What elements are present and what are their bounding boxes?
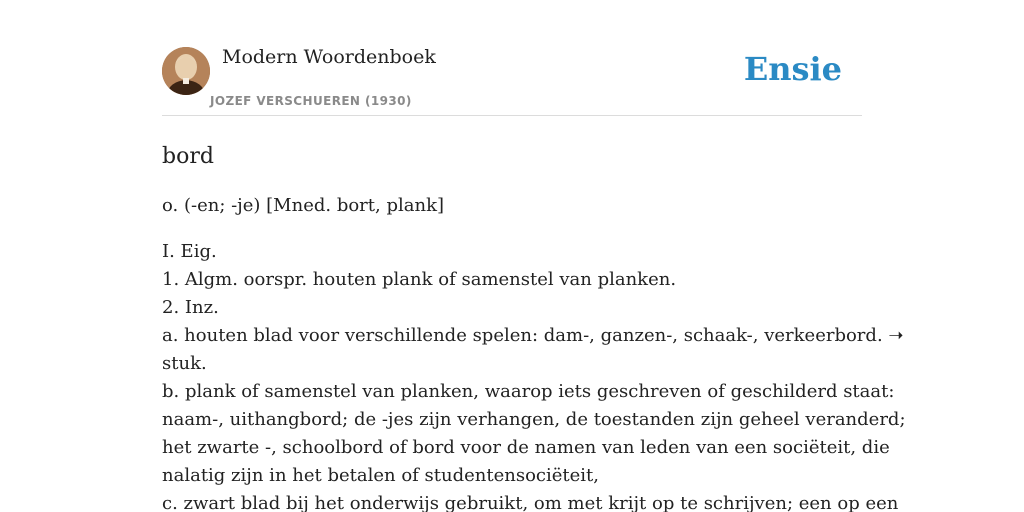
definition-line: I. Eig.	[162, 241, 217, 262]
entry-definition	[162, 238, 906, 512]
author-portrait-icon	[162, 47, 210, 95]
page	[162, 0, 906, 512]
book-title[interactable]: Modern Woordenboek	[222, 46, 436, 68]
entry-grammar: o. (-en; -je) [Mned. bort, plank]	[162, 195, 444, 216]
definition-line: nalatig zijn in het betalen of studentensociëteit,	[162, 465, 600, 486]
definition-line: c. zwart blad bij het onderwijs gebruikt, om met krijt op te schrijven; een op een	[162, 493, 899, 512]
definition-line: stuk.	[162, 353, 207, 374]
definition-line: 1. Algm. oorspr. houten plank of samenstel van planken.	[162, 269, 677, 290]
definition-line: het zwarte -, schoolbord of bord voor de namen van leden van een sociëteit, die	[162, 437, 890, 458]
definition-line: a. houten blad voor verschillende spelen: dam-, ganzen-, schaak-, verkeerbord. ➝	[162, 325, 904, 346]
definition-line: naam-, uithangbord; de -jes zijn verhangen, de toestanden zijn geheel veranderd;	[162, 409, 906, 430]
entry-headword: bord	[162, 144, 214, 169]
ensie-logo[interactable]: Ensie	[743, 50, 842, 88]
definition-line: b. plank of samenstel van planken, waarop iets geschreven of geschilderd staat:	[162, 381, 895, 402]
source-header	[162, 46, 862, 116]
author-name[interactable]: JOZEF VERSCHUEREN (1930)	[210, 94, 412, 108]
author-avatar[interactable]	[162, 47, 210, 95]
definition-line: 2. Inz.	[162, 297, 219, 318]
